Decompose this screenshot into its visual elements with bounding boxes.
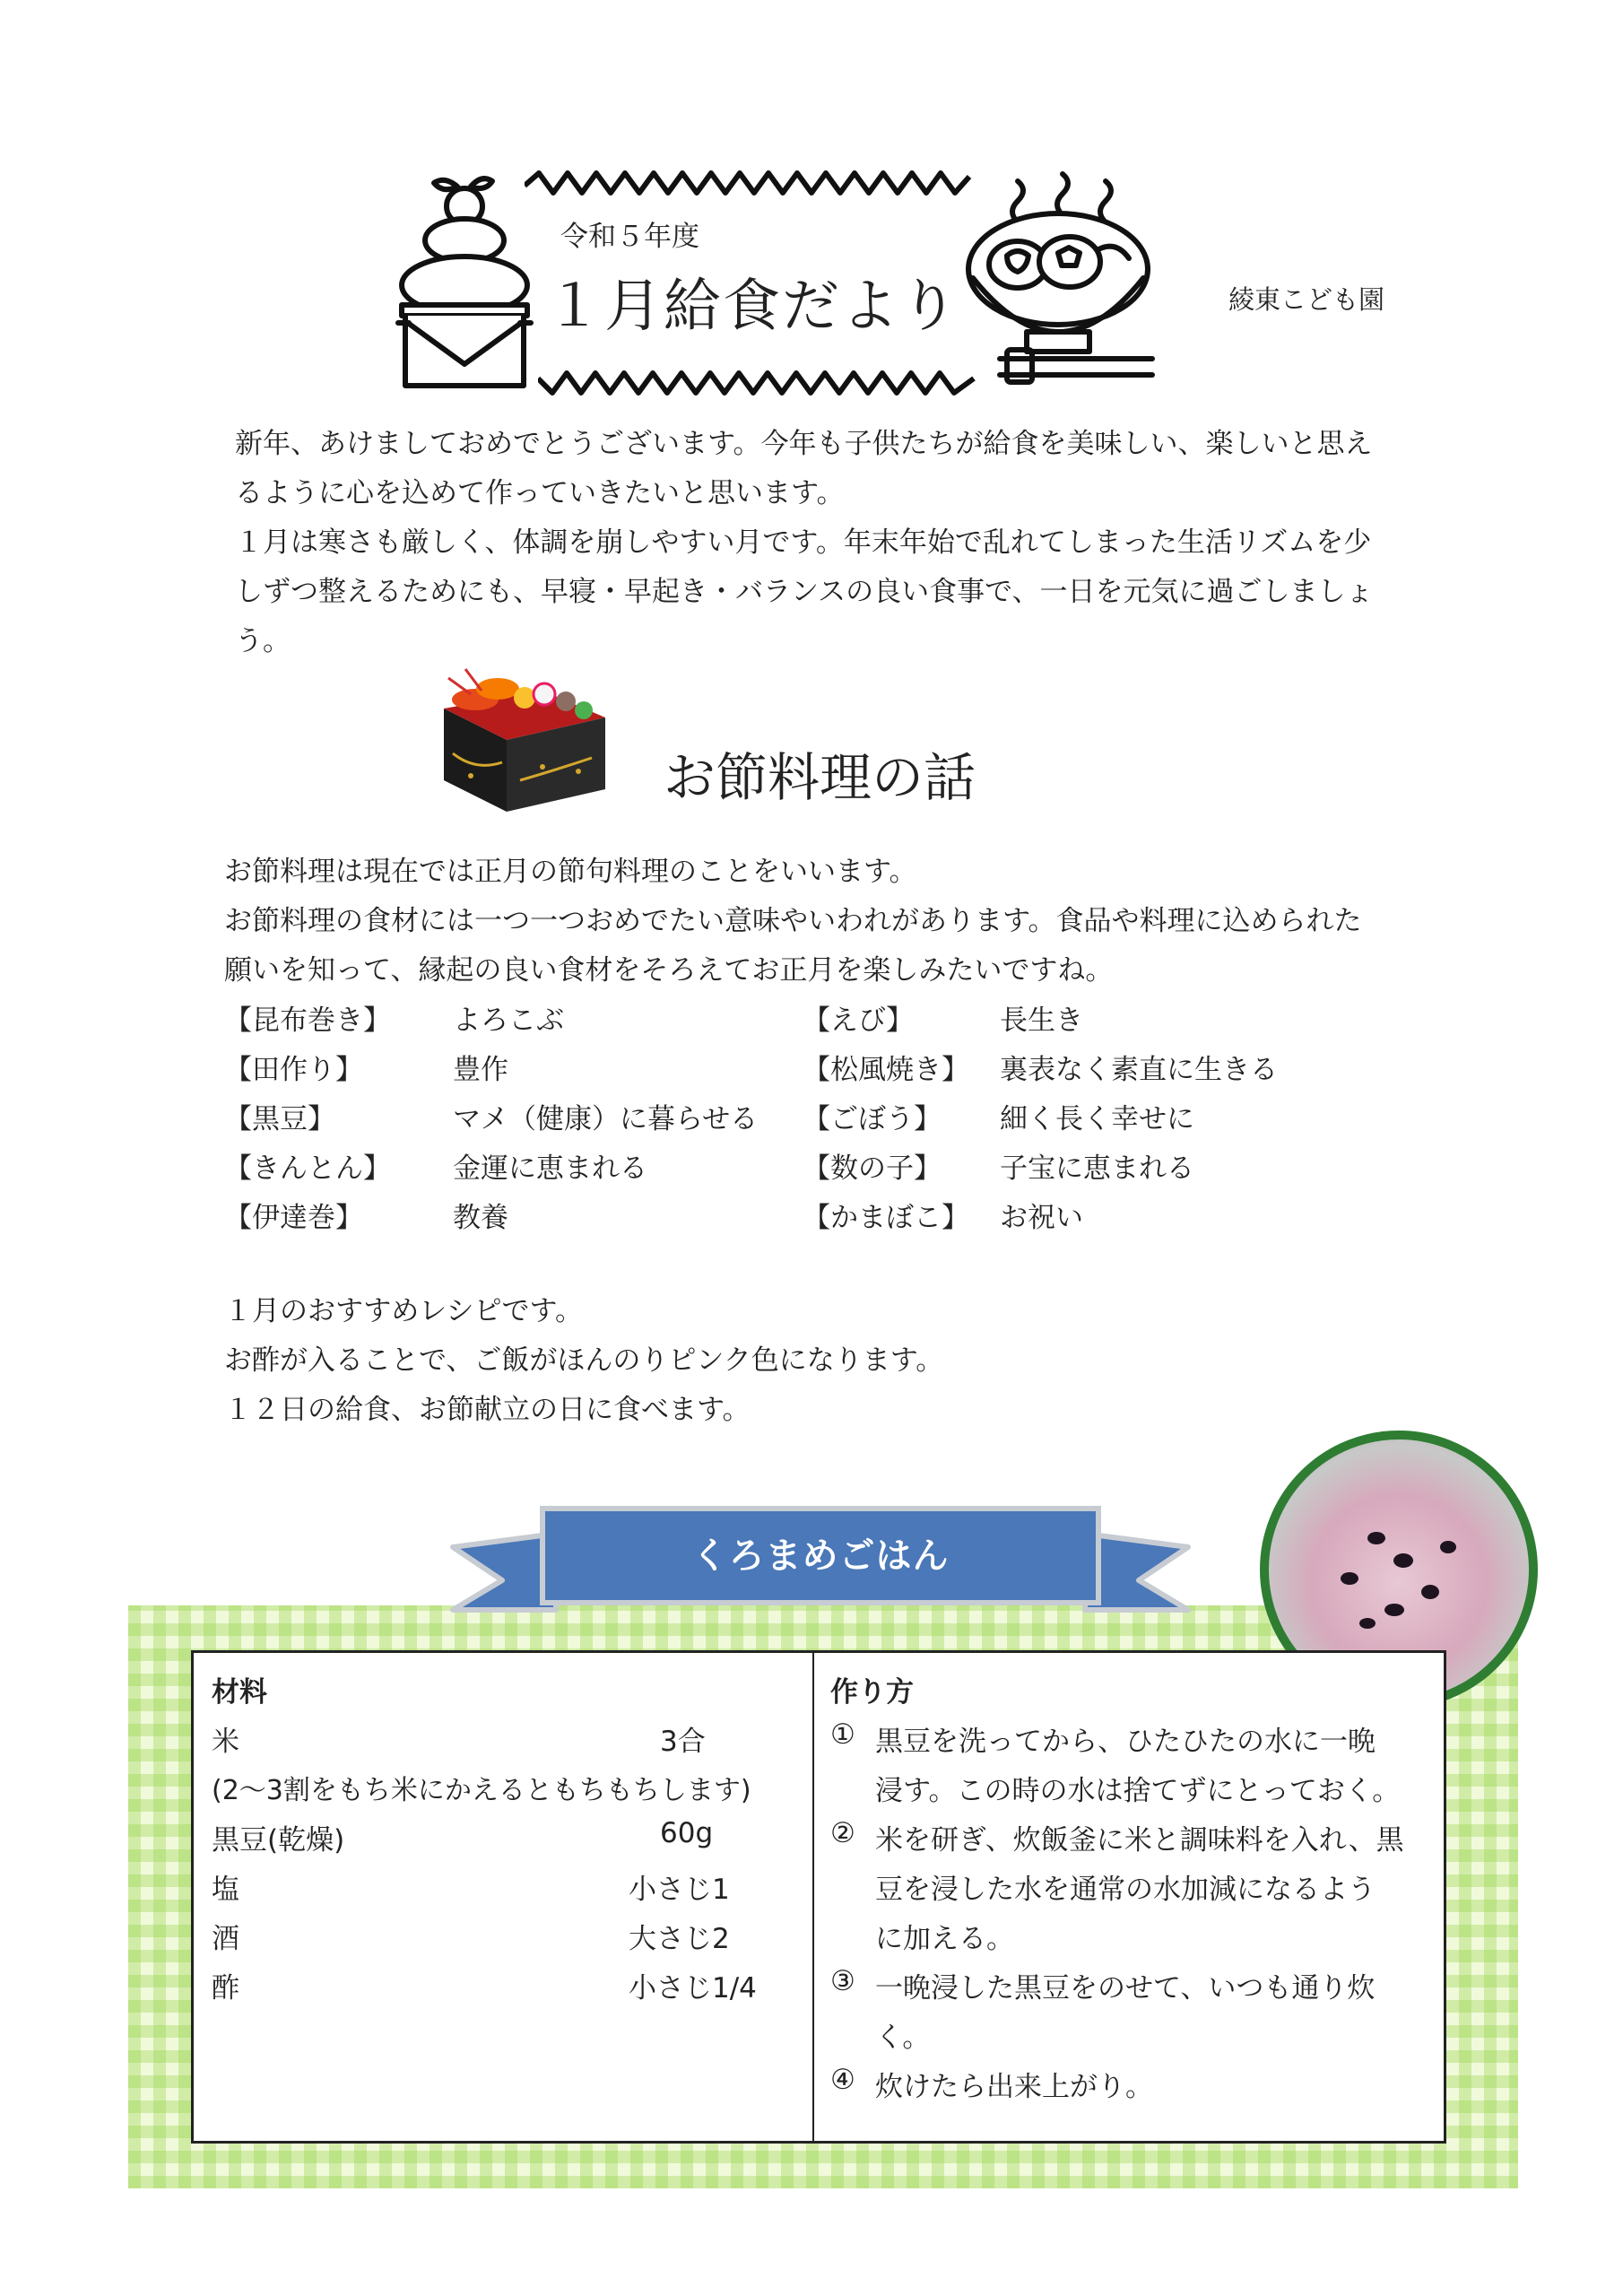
page-title: １月給食だより <box>545 274 959 340</box>
step-line: く。 <box>875 2022 931 2054</box>
osechi-item-name: 【数の子】 <box>803 1152 942 1185</box>
osechi-item-name: 【田作り】 <box>224 1054 363 1086</box>
ingredient-amount: 60g <box>660 1817 714 1849</box>
osechi-paragraph <box>224 848 1362 996</box>
intro-line: １月は寒さも厳しく、体調を崩しやすい月です。年末年始で乱れてしまった生活リズムを少 <box>235 526 1372 559</box>
osechi-box-illustration <box>435 655 614 816</box>
osechi-item-meaning: マメ（健康）に暮らせる <box>453 1103 759 1135</box>
ingredient-amount: 小さじ1 <box>629 1874 730 1906</box>
intro-line: しずつ整えるためにも、早寝・早起き・バランスの良い食事で、一日を元気に過ごしましょ <box>235 576 1374 608</box>
ingredient-name: 塩 <box>212 1874 239 1906</box>
osechi-item-meaning: 裏表なく素直に生きる <box>1000 1054 1278 1086</box>
zigzag-border-bottom <box>538 366 977 402</box>
recipe-intro-line: １２日の給食、お節献立の日に食べます。 <box>224 1394 751 1426</box>
step-line: 豆を浸した水を通常の水加減になるよう <box>875 1874 1376 1906</box>
ingredient-name: 米 <box>212 1726 239 1758</box>
osechi-item-meaning: 豊作 <box>453 1054 508 1086</box>
step-line: に加える。 <box>875 1923 1014 1955</box>
step-line: 一晩浸した黒豆をのせて、いつも通り炊 <box>875 1972 1376 2005</box>
recipe-intro-paragraph <box>224 1287 943 1435</box>
step-number: ② <box>830 1817 855 1849</box>
steps-heading: 作り方 <box>830 1676 914 1709</box>
osechi-item-meaning: 金運に恵まれる <box>453 1152 647 1185</box>
step-line: 米を研ぎ、炊飯釜に米と調味料を入れ、黒 <box>875 1824 1404 1857</box>
era-year-label: 令和５年度 <box>560 221 699 253</box>
step-number: ① <box>830 1718 855 1751</box>
step-number: ④ <box>830 2064 855 2096</box>
ingredient-name: 黒豆(乾燥) <box>212 1824 345 1857</box>
soup-bowl-illustration <box>964 170 1157 404</box>
intro-line: 新年、あけましておめでとうございます。今年も子供たちが給食を美味しい、楽しいと思え <box>235 428 1373 460</box>
osechi-item-meaning: 子宝に恵まれる <box>1000 1152 1194 1185</box>
osechi-item-name: 【松風焼き】 <box>803 1054 969 1086</box>
osechi-item-list <box>0 997 1623 1248</box>
recipe-intro-line: １月のおすすめレシピです。 <box>224 1295 584 1327</box>
kagami-mochi-illustration <box>386 170 538 395</box>
osechi-item-name: 【ごぼう】 <box>803 1103 942 1135</box>
intro-line: う。 <box>235 625 291 657</box>
osechi-item-name: 【きんとん】 <box>224 1152 391 1185</box>
osechi-line: 願いを知って、縁起の良い食材をそろえてお正月を楽しみたいですね。 <box>224 954 1114 987</box>
recipe-title: くろまめごはん <box>691 1535 950 1577</box>
ingredient-amount: 小さじ1/4 <box>629 1972 757 2005</box>
osechi-item-meaning: 長生き <box>1000 1004 1083 1037</box>
step-line: 炊けたら出来上がり。 <box>875 2071 1153 2103</box>
ingredient-name: 酒 <box>212 1923 239 1955</box>
osechi-line: お節料理は現在では正月の節句料理のことをいいます。 <box>224 856 917 888</box>
recipe-table <box>191 1650 1446 2144</box>
intro-line: るように心を込めて作っていきたいと思います。 <box>235 477 845 509</box>
step-line: 浸す。この時の水は捨てずにとっておく。 <box>875 1775 1401 1807</box>
ingredients-heading: 材料 <box>212 1676 267 1709</box>
osechi-item-meaning: お祝い <box>1000 1202 1083 1234</box>
osechi-item-name: 【伊達巻】 <box>224 1202 363 1234</box>
osechi-item-name: 【昆布巻き】 <box>224 1004 391 1037</box>
osechi-line: お節料理の食材には一つ一つおめでたい意味やいわれがあります。食品や料理に込められた <box>224 905 1362 937</box>
step-number: ③ <box>830 1965 855 1997</box>
osechi-item-meaning: よろこぶ <box>453 1004 564 1037</box>
zigzag-border-top <box>525 166 973 202</box>
ingredient-note: (2～3割をもち米にかえるともちもちします) <box>212 1775 751 1806</box>
osechi-item-name: 【えび】 <box>803 1004 914 1037</box>
ingredient-amount: 3合 <box>660 1726 706 1758</box>
osechi-heading: お節料理の話 <box>664 747 976 808</box>
osechi-item-name: 【黒豆】 <box>224 1103 335 1135</box>
osechi-item-meaning: 教養 <box>453 1202 508 1234</box>
table-divider <box>812 1653 814 2141</box>
intro-paragraph <box>235 420 1373 666</box>
ingredient-amount: 大さじ2 <box>629 1923 730 1955</box>
school-name: 綾東こども園 <box>1228 284 1385 315</box>
osechi-item-meaning: 細く長く幸せに <box>1000 1103 1194 1135</box>
recipe-intro-line: お酢が入ることで、ご飯がほんのりピンク色になります。 <box>224 1344 944 1377</box>
step-line: 黒豆を洗ってから、ひたひたの水に一晩 <box>875 1726 1376 1758</box>
osechi-item-name: 【かまぼこ】 <box>803 1202 969 1234</box>
ingredient-name: 酢 <box>212 1972 239 2005</box>
